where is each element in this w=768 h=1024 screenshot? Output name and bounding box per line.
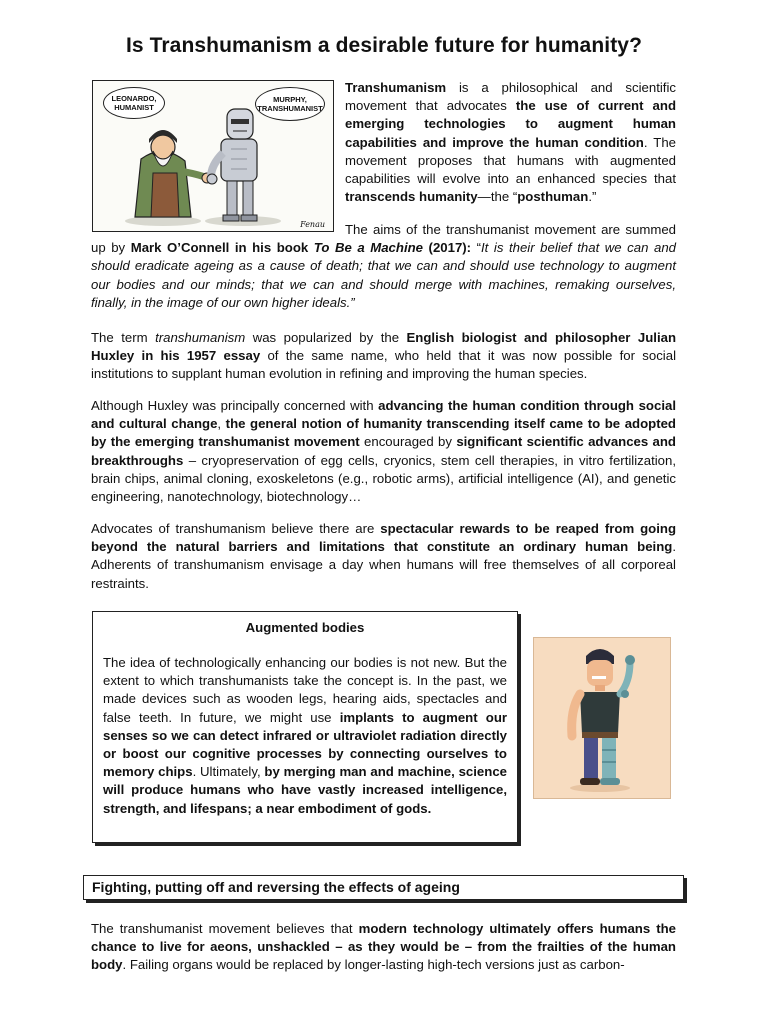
huxley-text: of the same name, who held that it was now possible for social institutions to supplant human evolution in refining and improving the human species.: [91, 348, 676, 382]
intro-text: . The movement proposes that humans with augmented capabilities will evolve into an enhanced species that: [345, 134, 676, 187]
bubble-left-text: LEONARDO, HUMANIST: [111, 94, 157, 112]
intro-text: is a philosophical and scientific movement that advocates: [345, 80, 676, 114]
intro-bold: posthuman: [517, 189, 589, 205]
advocates-bold: spectacular rewards to be reaped from going beyond the natural barriers and limitations that constitute an ordinary human being: [91, 521, 677, 555]
aims-bold: Mark O’Connell in his book: [130, 240, 314, 256]
box-text: The idea of technologically enhancing our bodies is not new. But the extent to which transhumanists take the concept is. In the past, we made devices such as wooden legs, hearing aids, spectacles and false teeth. In future, we might use: [103, 655, 507, 725]
box-text: . Ultimately,: [192, 764, 265, 780]
huxley-paragraph: [91, 329, 676, 384]
intro-text: —the “: [477, 189, 518, 205]
intro-text: .”: [588, 189, 597, 205]
box-bold: implants to augment our senses so we can detect infrared or ultraviolet radiation directly or boost our cognitive processes by connecting ourselves to memory chips: [103, 709, 508, 780]
book-title: To Be a Machine: [313, 240, 423, 256]
box-bold: by merging man and machine, science will produce humans who have vastly increased intelligence, strength, and lifespans; a near embodiment of gods.: [103, 764, 507, 816]
aims-paragraph: [91, 221, 676, 312]
cyborg-drawing: [534, 638, 670, 798]
aims-bold: (2017):: [423, 240, 472, 256]
section-heading-box: [83, 875, 684, 900]
intro-bold: transcends humanity: [345, 189, 478, 205]
cartoon-illustration: [92, 80, 334, 232]
page-title: Is Transhumanism a desirable future for humanity?: [125, 34, 643, 57]
augmented-bodies-box: [92, 611, 518, 843]
aims-quote: It is their belief that we can and should eradicate ageing as a cause of death; that we can and should use technology to augment our bodies and our minds; that we can and should merge with machines, remaking ourselves, finally, in the image of our own higher ideals.”: [91, 240, 676, 310]
huxley-italic: transhumanism: [155, 330, 246, 345]
huxley-text: was popularized by the: [245, 330, 407, 345]
intro-bold: the use of current and emerging technologies to augment human capabilities and improve the human condition: [345, 98, 676, 150]
speech-bubble-right: [255, 87, 325, 121]
huxley-text: The term: [91, 330, 156, 345]
ageing-text: . Failing organs would be replaced by longer-lasting high-tech versions just as carbon-: [122, 957, 625, 973]
although-text: encouraged by: [359, 434, 457, 450]
transhumanism-term: Transhumanism: [345, 80, 447, 95]
cyborg-illustration: [533, 637, 671, 799]
advocates-text: . Adherents of transhumanism envisage a day when humans will free themselves of all corporeal restraints.: [91, 539, 676, 591]
although-text: – cryopreservation of egg cells, cryonics, stem cell therapies, in vitro fertilization, brain chips, animal cloning, exoskeletons (e.g., robotic arms), artificial intelligence (AI), and genetic engineering, nanotechnology, biotechnology…: [91, 452, 676, 505]
aims-text: The aims of the transhumanist movement are summed up by: [91, 222, 676, 256]
although-bold: the general notion of humanity transcending itself came to be adopted by the emerging transhumanist movement: [91, 416, 676, 450]
intro-paragraph: [345, 79, 676, 206]
although-paragraph: [91, 397, 676, 506]
although-bold: significant scientific advances and breakthroughs: [91, 434, 676, 468]
aims-text: “: [471, 240, 482, 256]
section-heading: Fighting, putting off and reversing the effects of ageing: [92, 879, 460, 895]
ageing-bold: modern technology ultimately offers humans the chance to live for aeons, unshackled – as they would be – from the frailties of the human body: [91, 921, 676, 973]
box-title: Augmented bodies: [245, 620, 365, 635]
although-text: Although Huxley was principally concerned with: [91, 398, 379, 413]
advocates-text: Advocates of transhumanism believe there are: [91, 521, 381, 536]
although-text: ,: [217, 416, 226, 432]
bubble-right-text: MURPHY, TRANSHUMANIST: [257, 95, 323, 113]
cartoon-signature: Fenau: [300, 220, 325, 229]
speech-bubble-left: [103, 87, 165, 119]
box-paragraph: [103, 654, 507, 818]
although-bold: advancing the human condition through social and cultural change: [91, 398, 676, 432]
ageing-paragraph: [91, 920, 676, 975]
advocates-paragraph: [91, 520, 676, 593]
huxley-bold: English biologist and philosopher Julian Huxley in his 1957 essay: [91, 330, 677, 364]
ageing-text: The transhumanist movement believes that: [91, 921, 359, 936]
